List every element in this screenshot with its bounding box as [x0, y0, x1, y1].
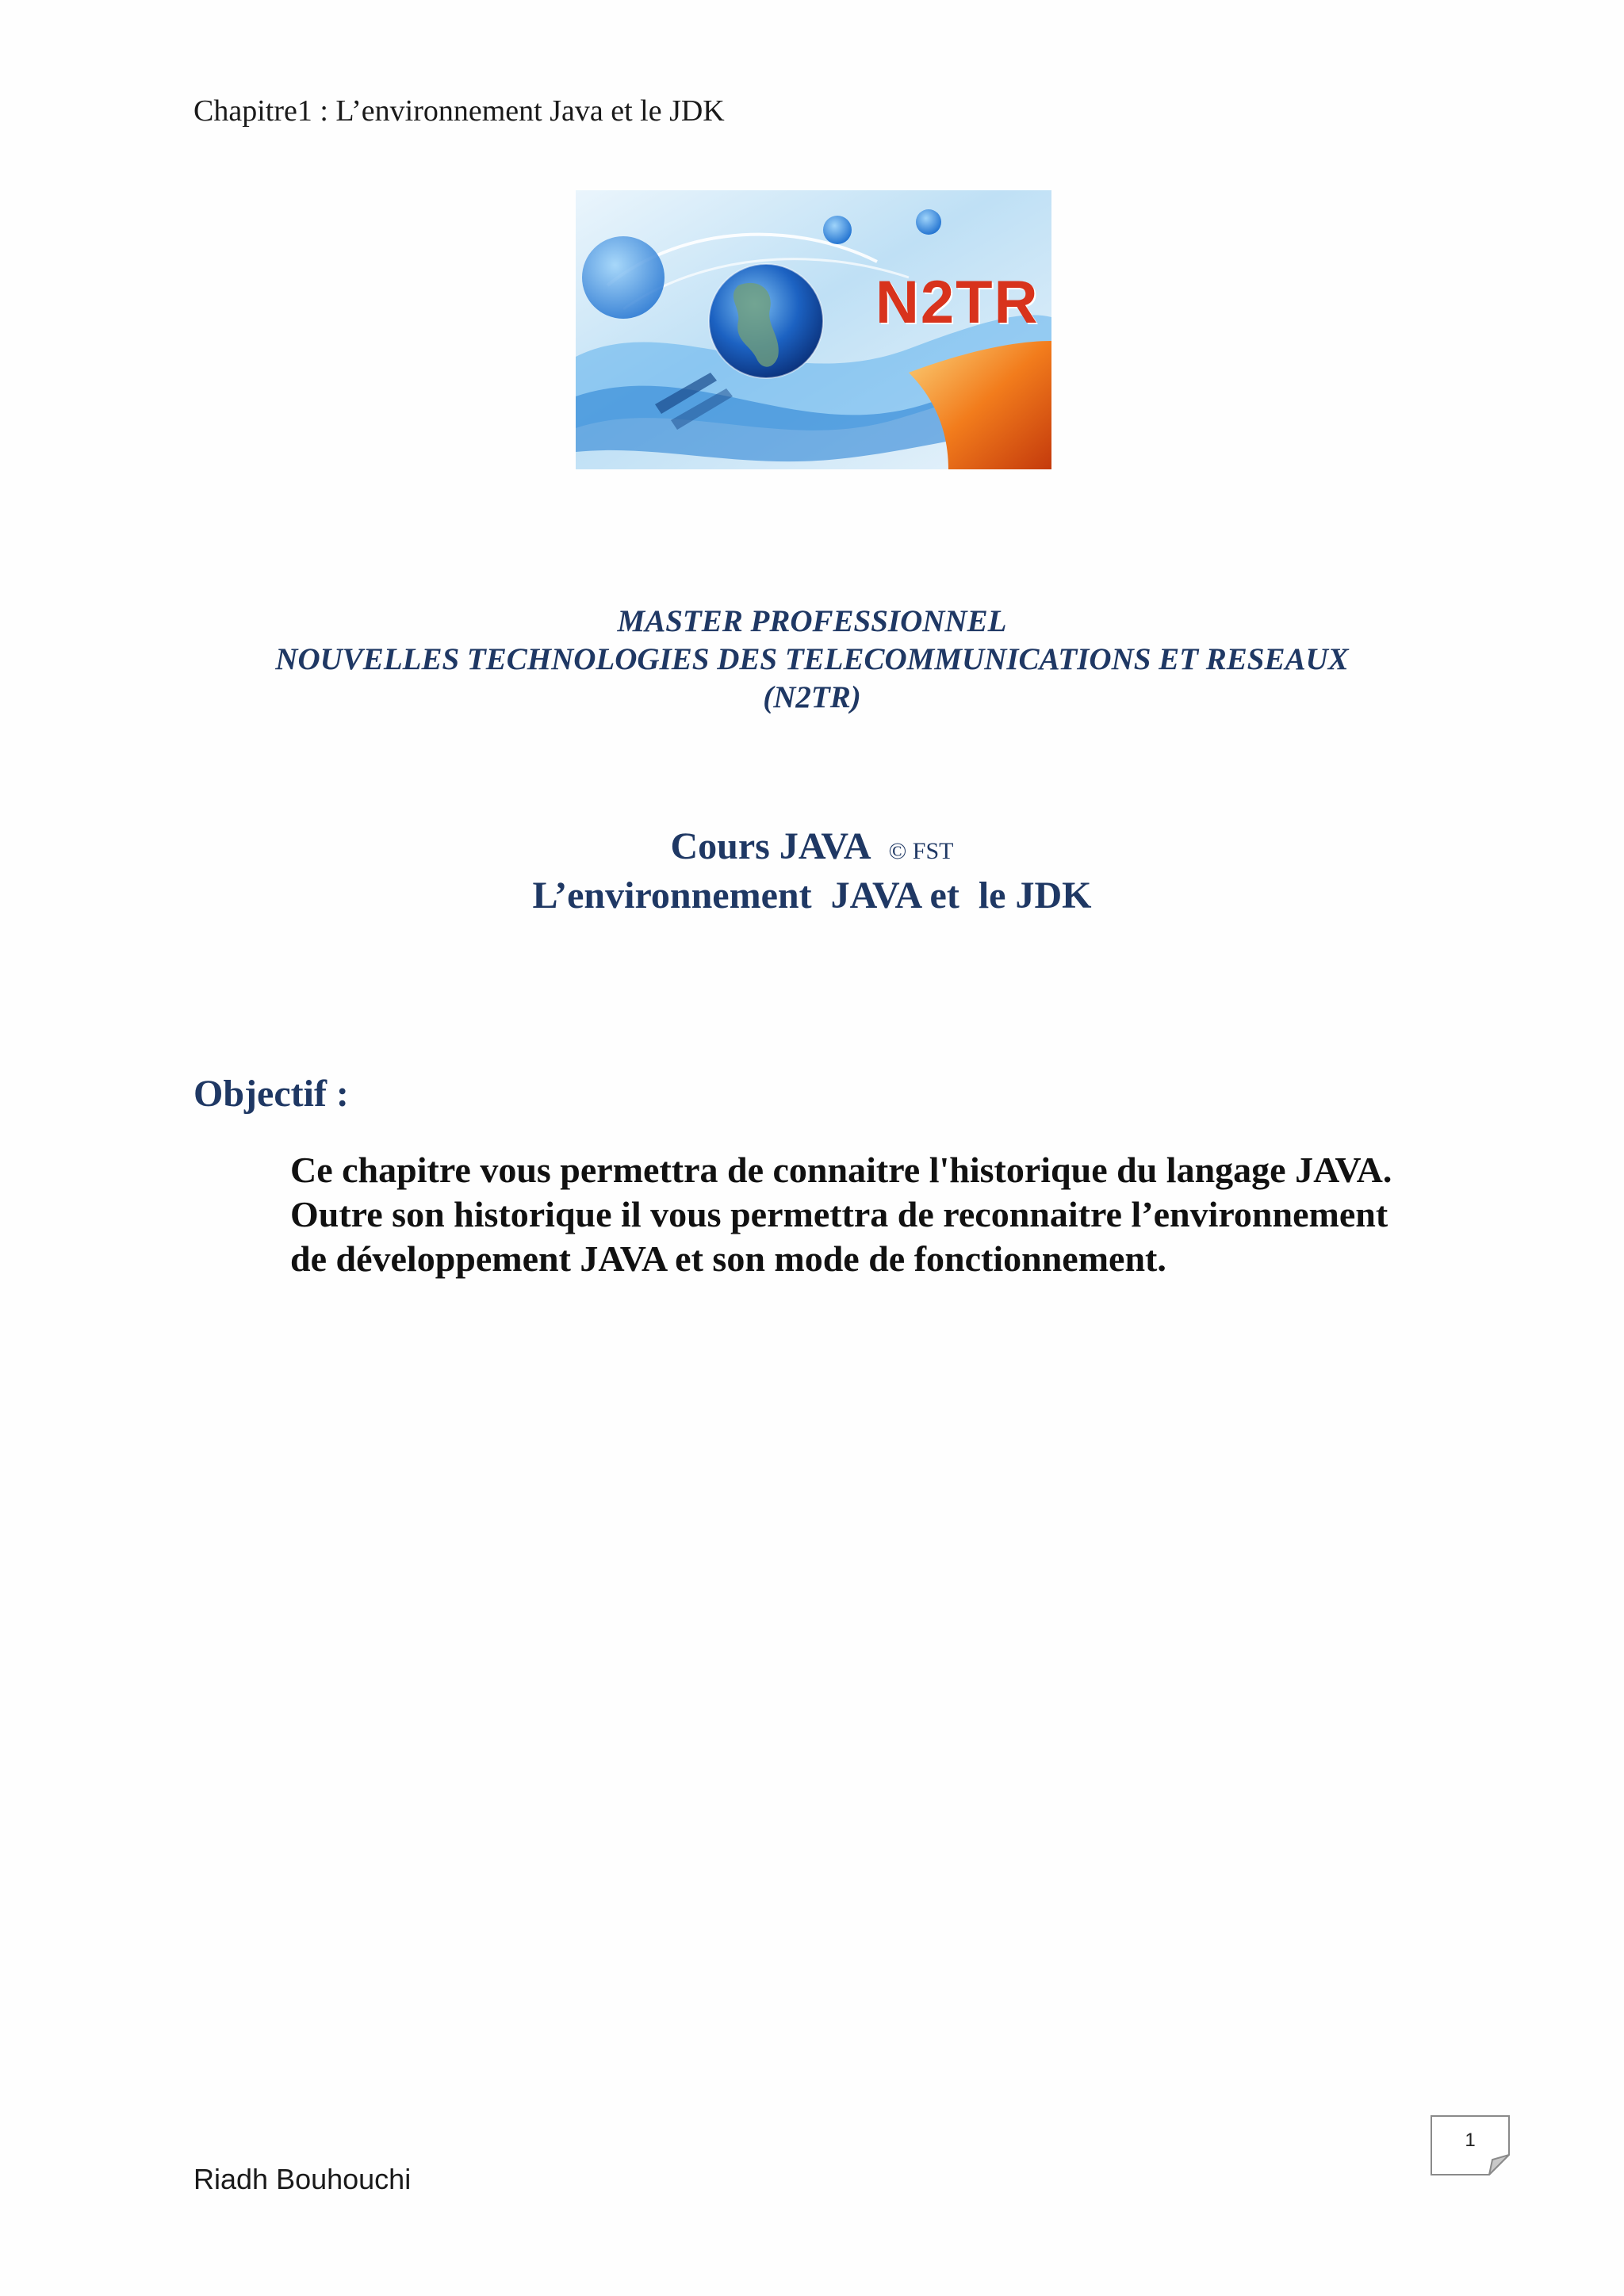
page-number-box: [1431, 2115, 1510, 2175]
n2tr-logo: [576, 190, 1051, 469]
objectif-heading: Objectif :: [193, 1073, 349, 1115]
program-line-3: (N2TR): [763, 680, 861, 714]
program-line-1: MASTER PROFESSIONNEL: [617, 604, 1007, 638]
course-title: Cours JAVA: [670, 825, 871, 867]
page-header: Chapitre1 : L’environnement Java et le JDK: [193, 94, 725, 128]
page-number: 1: [1465, 2130, 1476, 2151]
page-footer-author: Riadh Bouhouchi: [193, 2163, 412, 2195]
program-title-block: [0, 603, 1624, 717]
course-title-block: [0, 825, 1624, 918]
copyright-notice: © FST: [888, 838, 954, 864]
course-subtitle: L’environnement JAVA et le JDK: [532, 874, 1092, 916]
objectif-paragraph: Ce chapitre vous permettra de connaitre l'historique du langage JAVA. Outre son historique il vous permettra de reconnaitre l’environnement de développement JAVA et son mode de fonctionnement.: [290, 1150, 1392, 1279]
logo-text: N2TR: [875, 269, 1040, 336]
program-line-2: NOUVELLES TECHNOLOGIES DES TELECOMMUNICATIONS ET RESEAUX: [275, 642, 1349, 676]
